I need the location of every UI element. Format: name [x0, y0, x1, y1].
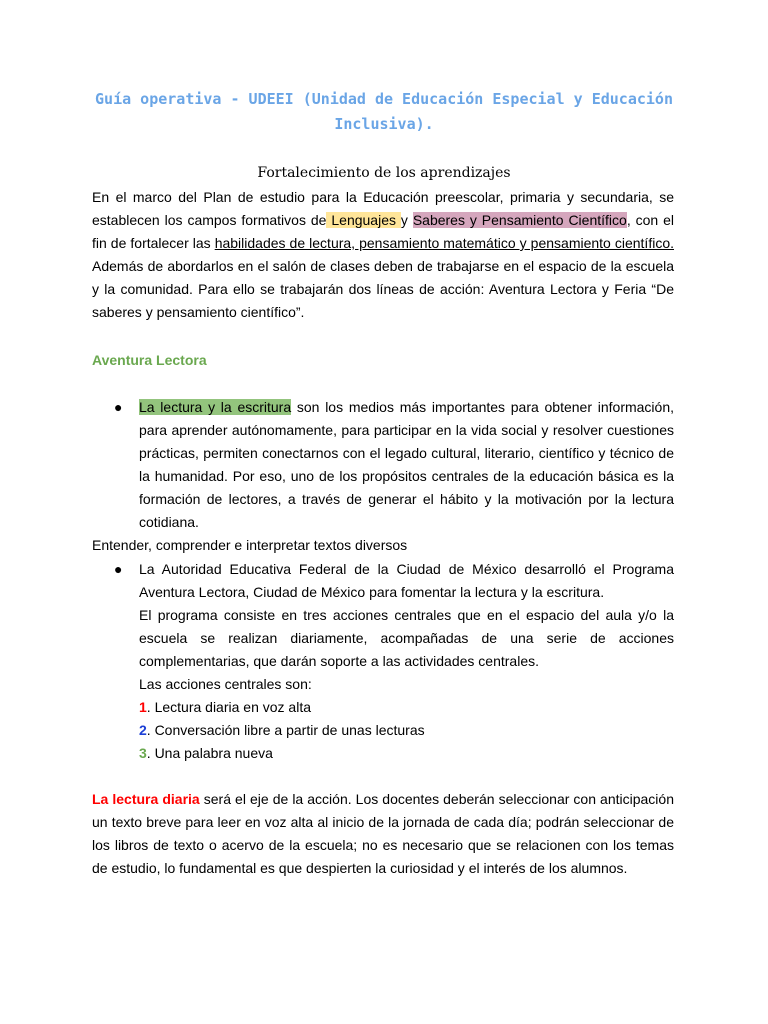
intro-text-1: En el marco del Plan de estudio para la Educación preescolar, primaria y secundaria, se establecen los campos formativos de	[92, 189, 674, 228]
program-description: El programa consiste en tres acciones centrales que en el espacio del aula y/o la escuela se realizan diariamente, acompañadas de una serie de acciones complementarias, que darán soporte a las actividades centrales.	[139, 607, 674, 669]
bullet-marker-1: ●	[114, 399, 123, 415]
bullet-item-2	[139, 558, 674, 765]
document-subtitle: Fortalecimiento de los aprendizajes	[257, 165, 511, 181]
action-text: . Conversación libre a partir de unas lecturas	[146, 722, 425, 738]
action-text: . Una palabra nueva	[146, 745, 273, 761]
document-title: Guía operativa - UDEEI (Unidad de Educación Especial y Educación Inclusiva).	[95, 90, 673, 133]
standalone-line: Entender, comprender e interpretar textos diversos	[92, 537, 408, 553]
highlight-lenguajes: Lenguajes	[326, 212, 401, 228]
intro-paragraph	[92, 186, 674, 324]
bullet-1-text: son los medios más importantes para obtener información, para aprender autónomamente, para participar en la vida social y resolver cuestiones prácticas, permiten conectarnos con el legado cultural, literario, científico y técnico de la humanidad. Por eso, uno de los propósitos centrales de la educación básica es la formación de lectores, a través de generar el hábito y la motivación por la lectura cotidiana.	[139, 399, 674, 530]
intro-text-4: Además de abordarlos en el salón de clases deben de trabajarse en el espacio de la escuela y la comunidad. Para ello se trabajarán dos líneas de acción: Aventura Lectora y Feria “De saberes y pensamiento científico”.	[92, 258, 674, 320]
closing-lead: La lectura diaria	[92, 791, 200, 807]
actions-intro: Las acciones centrales son:	[139, 676, 312, 692]
bullet-marker-2: ●	[114, 561, 123, 577]
bullet-item-1	[139, 396, 674, 534]
action-number: 2	[139, 722, 147, 738]
bullet-2-text: La Autoridad Educativa Federal de la Ciudad de México desarrolló el Programa Aventura Lectora, Ciudad de México para fomentar la lectura y la escritura.	[139, 561, 674, 600]
action-text: . Lectura diaria en voz alta	[146, 699, 312, 715]
action-number: 3	[139, 745, 147, 761]
intro-text-2: y	[400, 212, 413, 228]
action-item	[139, 719, 674, 742]
action-item	[139, 696, 674, 719]
highlight-saberes: Saberes y Pensamiento Científico	[412, 212, 627, 228]
closing-text: será el eje de la acción. Los docentes deberán seleccionar con anticipación un texto breve para leer en voz alta al inicio de la jornada de cada día; podrán seleccionar de los libros de texto o acervo de la escuela; no es necesario que se relacionen con los temas de estudio, lo fundamental es que despierten la curiosidad y el interés de los alumnos.	[92, 791, 674, 876]
highlight-lectura-escritura: La lectura y la escritura	[139, 399, 292, 415]
closing-paragraph	[92, 788, 674, 880]
action-item	[139, 742, 674, 765]
intro-text-3: , con el fin de fortalecer las	[92, 212, 675, 251]
underlined-habilidades: habilidades de lectura, pensamiento matemático y pensamiento científico.	[214, 235, 674, 251]
action-number: 1	[139, 699, 147, 715]
section-heading-aventura-lectora: Aventura Lectora	[92, 352, 207, 368]
